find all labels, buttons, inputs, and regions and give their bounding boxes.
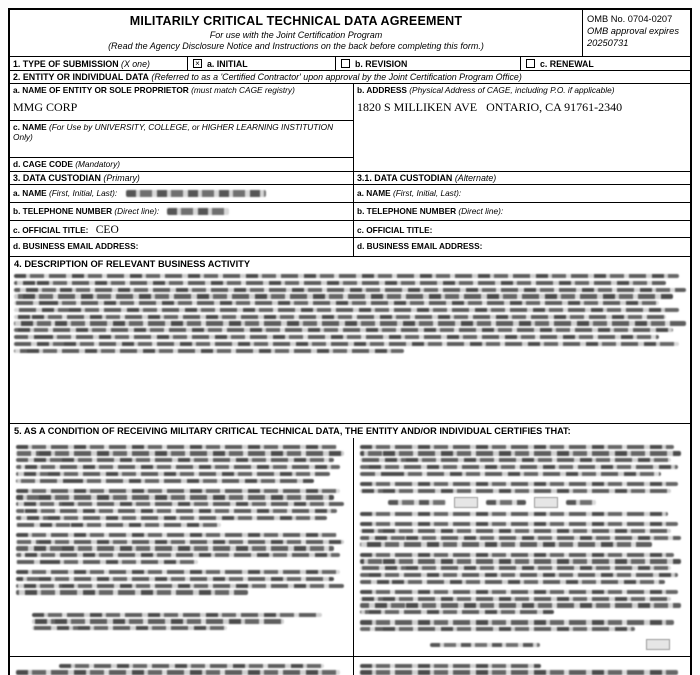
omb-expires-label: OMB approval expires <box>587 26 679 37</box>
form-header <box>10 10 690 56</box>
redacted-entry-box[interactable] <box>454 497 478 508</box>
custodian-alternate <box>354 172 690 256</box>
option-revision[interactable] <box>335 57 520 70</box>
primary-title-value[interactable]: CEO <box>95 223 119 236</box>
custodian-primary-header: 3. DATA CUSTODIAN (Primary) <box>10 172 353 185</box>
redacted-signature-row <box>360 639 684 650</box>
section5-body <box>10 438 690 656</box>
option-initial[interactable] <box>187 57 335 70</box>
primary-name-field[interactable]: a. NAME (First, Initial, Last): <box>10 185 353 203</box>
custodian-alternate-header: 3.1. DATA CUSTODIAN (Alternate) <box>354 172 690 185</box>
redacted-cert-paragraph <box>360 553 684 584</box>
omb-expires-date: 20250731 <box>587 38 629 49</box>
redacted-cert-paragraph-with-boxes <box>360 482 684 516</box>
section6-partial <box>10 656 690 675</box>
redacted-inline-entries <box>360 497 684 508</box>
checkbox-revision[interactable] <box>341 59 350 68</box>
alternate-name-field[interactable]: a. NAME (First, Initial, Last): <box>354 185 690 203</box>
section2-body <box>10 83 690 171</box>
form-header-titles <box>10 10 582 56</box>
primary-title-field[interactable]: c. OFFICIAL TITLE: CEO <box>10 221 353 239</box>
redacted-entry-box[interactable] <box>534 497 558 508</box>
section4-title: 4. DESCRIPTION OF RELEVANT BUSINESS ACTIVITY <box>14 259 251 269</box>
redacted-cert-paragraph <box>16 533 347 564</box>
entity-name-value[interactable]: MMG CORP <box>13 100 78 114</box>
redacted-cert-paragraph <box>360 590 684 615</box>
alternate-title-field[interactable]: c. OFFICIAL TITLE: <box>354 221 690 239</box>
option-revision-label: b. REVISION <box>355 58 408 69</box>
option-renewal[interactable] <box>520 57 690 70</box>
redacted-primary-name <box>126 190 266 197</box>
omb-box <box>582 10 690 56</box>
redacted-cert-paragraph <box>360 620 684 631</box>
section3-data-custodians <box>10 171 690 256</box>
section5-right-column <box>354 438 690 656</box>
form-instruction: (Read the Agency Disclosure Notice and Instructions on the back before completing this form.) <box>108 41 484 51</box>
primary-phone-field[interactable]: b. TELEPHONE NUMBER (Direct line): <box>10 203 353 221</box>
field-entity-name[interactable]: a. NAME OF ENTITY OR SOLE PROPRIETOR (must match CAGE registry) MMG CORP <box>10 84 353 121</box>
form-title: MILITARILY CRITICAL TECHNICAL DATA AGREEMENT <box>129 14 463 28</box>
section6-right <box>354 657 690 675</box>
redacted-entry-box[interactable] <box>646 639 670 650</box>
redacted-cert-list <box>32 613 347 631</box>
section2-left-column <box>10 84 354 171</box>
alternate-email-field[interactable]: d. BUSINESS EMAIL ADDRESS: <box>357 241 483 252</box>
section2-header: 2. ENTITY OR INDIVIDUAL DATA (Referred to as a 'Certified Contractor' upon approval by the Joint Certification Program Office) <box>10 70 690 83</box>
section6-left <box>10 657 354 675</box>
redacted-business-activity <box>14 274 686 353</box>
section5-left-column <box>10 438 354 656</box>
form-subtitle: For use with the Joint Certification Program <box>209 30 383 40</box>
option-initial-label: a. INITIAL <box>207 58 248 69</box>
field-university-name[interactable]: c. NAME (For Use by UNIVERSITY, COLLEGE, or HIGHER LEARNING INSTITUTION Only) <box>10 121 353 158</box>
checkbox-renewal[interactable] <box>526 59 535 68</box>
field-address[interactable]: b. ADDRESS (Physical Address of CAGE, including P.O. if applicable) 1820 S MILLIKEN AVE ONTARIO, CA 91761-2340 <box>354 84 690 171</box>
alternate-phone-field[interactable]: b. TELEPHONE NUMBER (Direct line): <box>354 203 690 221</box>
custodian-primary <box>10 172 354 256</box>
section1-type-of-submission <box>10 56 690 70</box>
section5-title: 5. AS A CONDITION OF RECEIVING MILITARY CRITICAL TECHNICAL DATA, THE ENTITY AND/OR INDIVIDUAL CERTIFIES THAT: <box>10 423 690 438</box>
redacted-cert-paragraph <box>16 570 347 595</box>
primary-email-field[interactable]: d. BUSINESS EMAIL ADDRESS: <box>13 241 139 252</box>
section4-business-activity <box>10 256 690 423</box>
field-cage-code[interactable]: d. CAGE CODE (Mandatory) <box>13 159 120 169</box>
address-value[interactable]: 1820 S MILLIKEN AVE ONTARIO, CA 91761-2340 <box>357 100 623 114</box>
redacted-cert-paragraph <box>360 445 684 476</box>
redacted-cert-paragraph <box>16 445 347 483</box>
omb-number: OMB No. 0704-0207 <box>587 14 673 24</box>
redacted-cert-paragraph <box>360 522 684 547</box>
section1-label: 1. TYPE OF SUBMISSION (X one) <box>13 58 150 69</box>
redacted-primary-phone <box>167 208 229 215</box>
redacted-cert-paragraph <box>16 489 347 527</box>
option-renewal-label: c. RENEWAL <box>540 58 594 69</box>
checkbox-initial[interactable]: × <box>193 59 202 68</box>
dd2345-form <box>8 8 692 675</box>
